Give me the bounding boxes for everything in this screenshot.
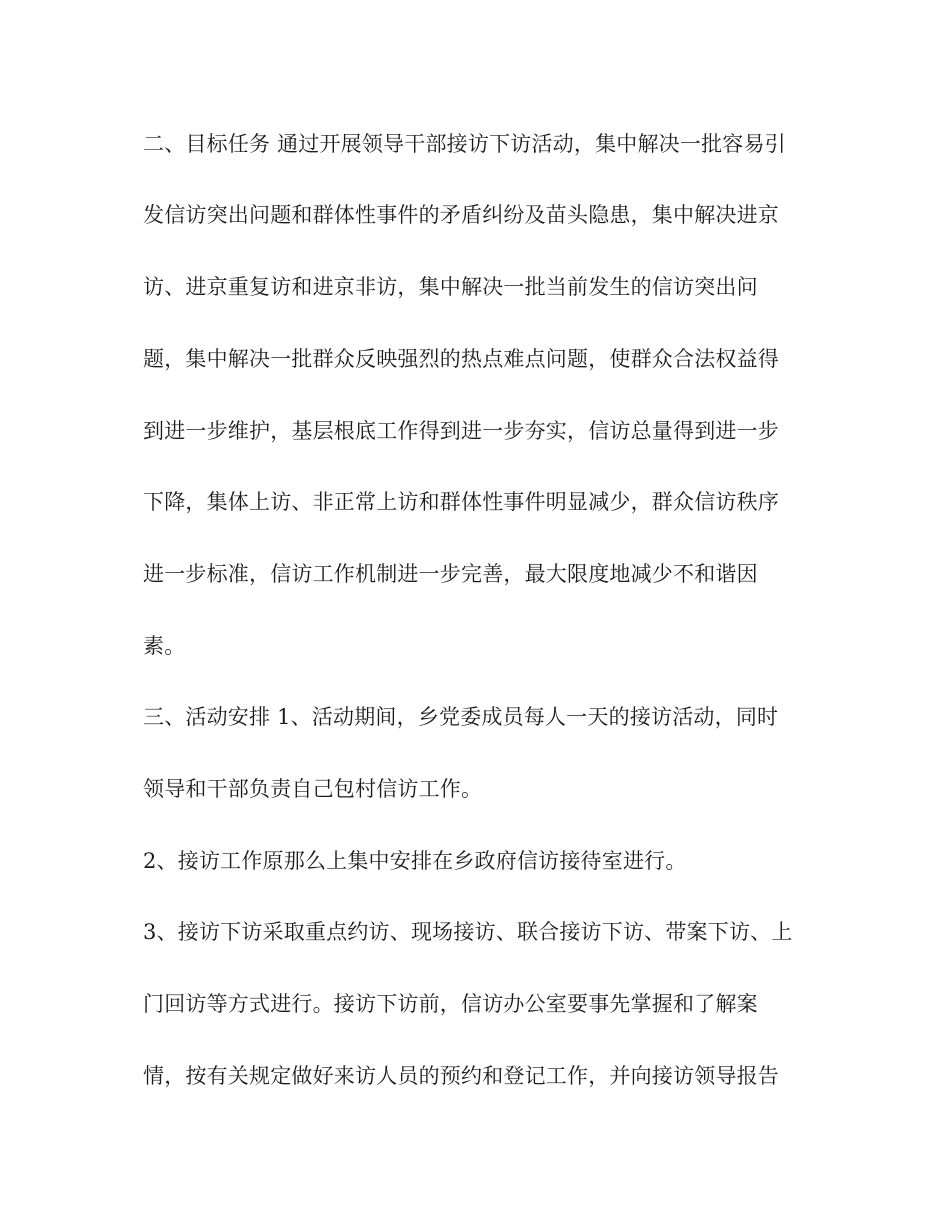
- text-line: 三、活动安排 1、活动期间，乡党委成员每人一天的接访活动，同时: [143, 705, 779, 729]
- text-line: 二、目标任务 通过开展领导干部接访下访活动，集中解决一批容易引: [143, 132, 786, 156]
- text-line: 3、接访下访采取重点约访、现场接访、联合接访下访、带案下访、上: [143, 920, 793, 944]
- text-line: 题，集中解决一批群众反映强烈的热点难点问题，使群众合法权益得: [143, 347, 779, 371]
- text-line: 情，按有关规定做好来访人员的预约和登记工作，并向接访领导报告: [143, 1064, 779, 1088]
- text-line: 访、进京重复访和进京非访，集中解决一批当前发生的信访突出问: [143, 275, 758, 299]
- text-line: 下降，集体上访、非正常上访和群体性事件明显减少，群众信访秩序: [143, 490, 779, 514]
- text-line: 2、接访工作原那么上集中安排在乡政府信访接待室进行。: [143, 849, 687, 873]
- text-line: 进一步标准，信访工作机制进一步完善，最大限度地减少不和谐因: [143, 562, 758, 586]
- text-line: 领导和干部负责自己包村信访工作。: [143, 777, 483, 801]
- text-line: 发信访突出问题和群体性事件的矛盾纠纷及苗头隐患，集中解决进京: [143, 203, 779, 227]
- text-line: 素。: [143, 634, 186, 658]
- text-line: 门回访等方式进行。接访下访前，信访办公室要事先掌握和了解案: [143, 992, 758, 1016]
- text-line: 到进一步维护，基层根底工作得到进一步夯实，信访总量得到进一步: [143, 419, 779, 443]
